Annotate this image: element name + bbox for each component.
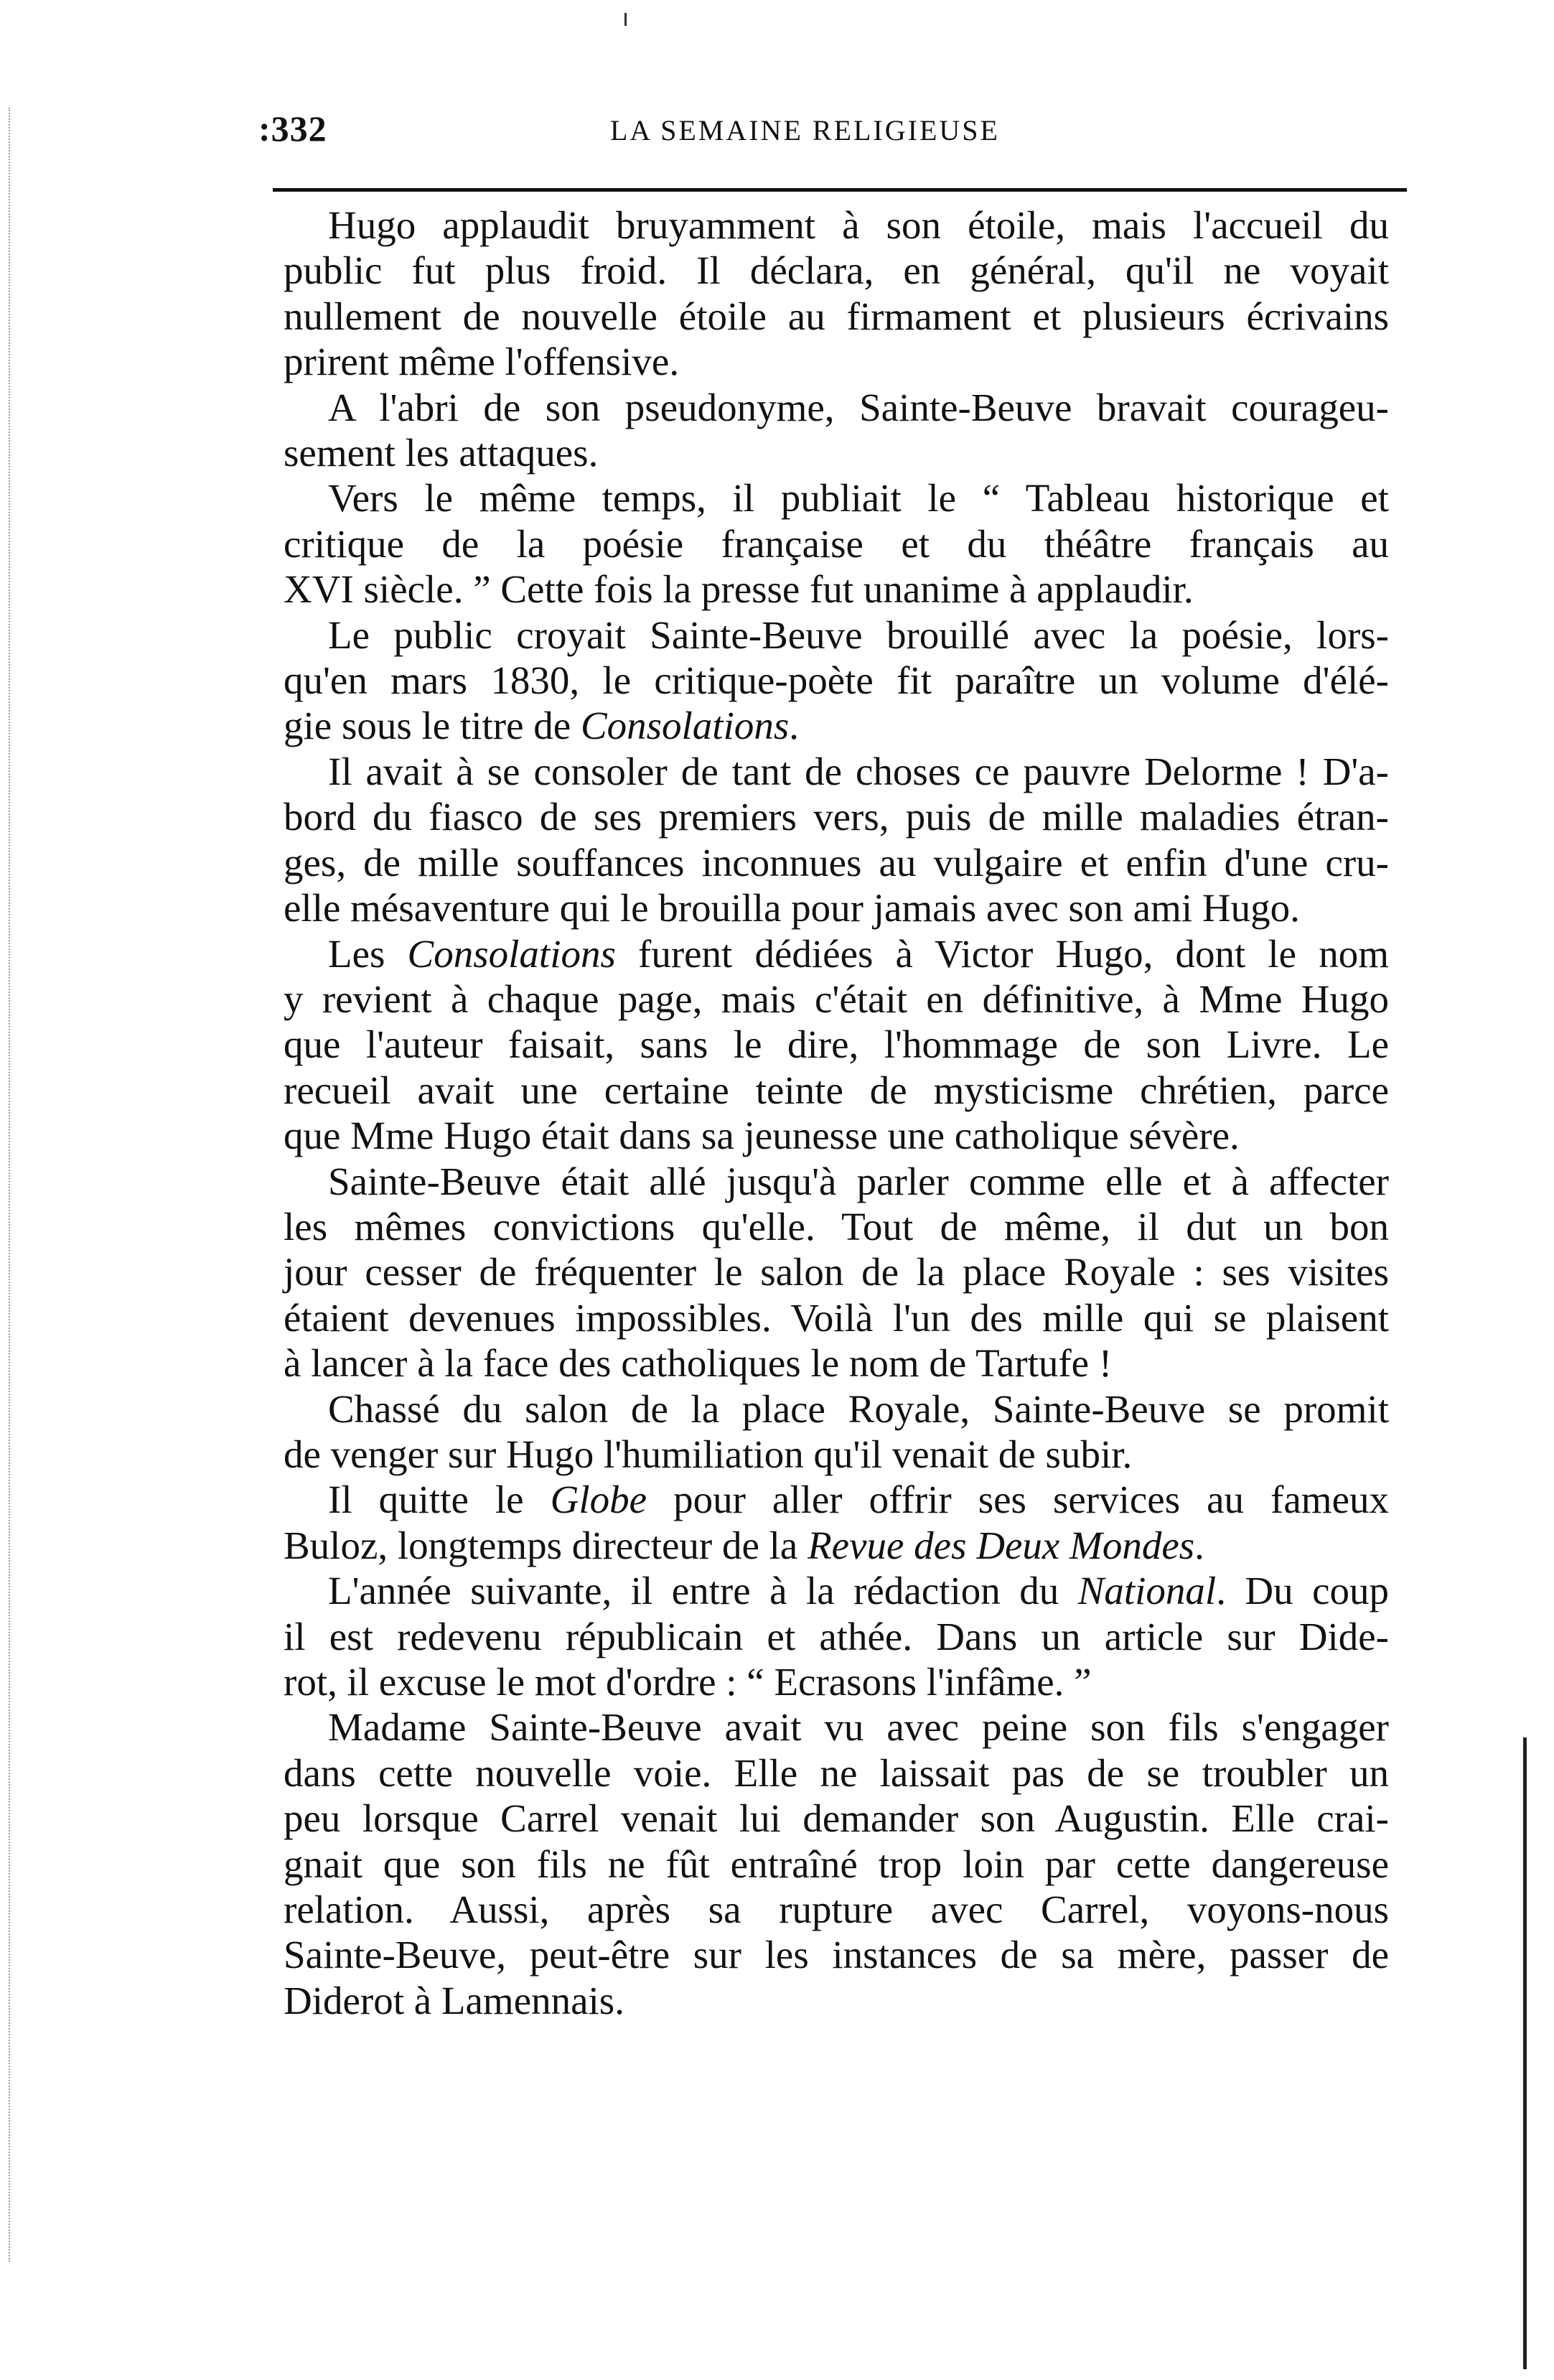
text-line: ges, de mille souffances inconnues au vulgaire et enfin d'une cru- — [284, 840, 1389, 885]
paragraph — [284, 385, 1389, 476]
running-title: LA SEMAINE RELIGIEUSE — [610, 114, 1000, 146]
paragraph — [284, 202, 1389, 385]
text-line: Madame Sainte-Beuve avait vu avec peine son fils s'engager — [328, 1705, 1389, 1750]
text-line: Chassé du salon de la place Royale, Sainte-Beuve se promit — [328, 1386, 1389, 1431]
text-line: de venger sur Hugo l'humiliation qu'il venait de subir. — [284, 1432, 1133, 1476]
text-line: jour cesser de fréquenter le salon de la place Royale : ses visites — [284, 1250, 1389, 1294]
paragraph — [284, 1568, 1389, 1704]
text-line: Buloz, longtemps directeur de la Revue des Deux Mondes. — [284, 1523, 1204, 1567]
text-line: y revient à chaque page, mais c'était en définitive, à Mme Hugo — [284, 976, 1389, 1021]
text-line: qu'en mars 1830, le critique-poète fit paraître un volume d'élé- — [284, 658, 1389, 703]
page-number: :332 — [258, 108, 327, 149]
paragraph — [284, 1704, 1389, 2023]
text-line: que Mme Hugo était dans sa jeunesse une catholique sévère. — [284, 1114, 1240, 1158]
text-line: Sainte-Beuve était allé jusqu'à parler comme elle et à affecter — [328, 1159, 1389, 1203]
text-line: recueil avait une certaine teinte de mysticisme chrétien, parce — [284, 1068, 1389, 1112]
text-line: il est redevenu républicain et athée. Dans un article sur Dide- — [284, 1614, 1389, 1658]
text-line: Hugo applaudit bruyamment à son étoile, mais l'accueil du — [328, 203, 1389, 247]
text-line: Il avait à se consoler de tant de choses ce pauvre Delorme ! D'a- — [328, 749, 1389, 793]
scan-mark — [624, 13, 627, 26]
paragraph — [284, 931, 1389, 1159]
text-line: dans cette nouvelle voie. Elle ne laissait pas de se troubler un — [284, 1750, 1389, 1795]
text-line: Sainte-Beuve, peut-être sur les instances de sa mère, passer de — [284, 1933, 1389, 1977]
text-line: étaient devenues impossibles. Voilà l'un des mille qui se plaisent — [284, 1295, 1389, 1340]
text-line: que l'auteur faisait, sans le dire, l'hommage de son Livre. Le — [284, 1022, 1389, 1067]
text-line: relation. Aussi, après sa rupture avec Carrel, voyons-nous — [284, 1887, 1389, 1932]
text-line: A l'abri de son pseudonyme, Sainte-Beuve bravait courageu- — [328, 385, 1389, 429]
paragraph — [284, 475, 1389, 612]
text-line: sement les attaques. — [284, 431, 599, 475]
text-line: gie sous le titre de Consolations. — [284, 704, 800, 748]
text-line: L'année suivante, il entre à la rédaction du National. Du coup — [328, 1569, 1389, 1613]
text-line: nullement de nouvelle étoile au firmament et plusieurs écrivains — [284, 294, 1389, 338]
body-text — [284, 202, 1389, 2023]
text-line: les mêmes convictions qu'elle. Tout de même, il dut un bon — [284, 1204, 1389, 1249]
text-line: critique de la poésie française et du théâtre français au — [284, 521, 1389, 566]
paragraph — [284, 749, 1389, 931]
text-line: XVI siècle. ” Cette fois la presse fut unanime à applaudir. — [284, 567, 1194, 612]
paragraph — [284, 1159, 1389, 1386]
text-line: Diderot à Lamennais. — [284, 1978, 624, 2022]
text-line: peu lorsque Carrel venait lui demander son Augustin. Elle crai- — [284, 1796, 1389, 1841]
text-line: bord du fiasco de ses premiers vers, puis de mille maladies étran- — [284, 795, 1389, 839]
text-line: public fut plus froid. Il déclara, en général, qu'il ne voyait — [284, 248, 1389, 293]
scan-edge-line — [1523, 1737, 1527, 2369]
text-line: à lancer à la face des catholiques le nom de Tartufe ! — [284, 1341, 1113, 1386]
paragraph — [284, 612, 1389, 749]
text-line: elle mésaventure qui le brouilla pour jamais avec son ami Hugo. — [284, 886, 1300, 930]
page-header — [258, 108, 1385, 165]
text-line: gnait que son fils ne fût entraîné trop loin par cette dangereuse — [284, 1842, 1389, 1886]
text-line: prirent même l'offensive. — [284, 340, 680, 384]
text-line: rot, il excuse le mot d'ordre : “ Ecrasons l'infâme. ” — [284, 1660, 1092, 1704]
text-line: Il quitte le Globe pour aller offrir ses services au fameux — [328, 1478, 1389, 1522]
text-line: Le public croyait Sainte-Beuve brouillé avec la poésie, lors- — [328, 612, 1389, 657]
paragraph — [284, 1477, 1389, 1568]
paragraph — [284, 1386, 1389, 1478]
scan-margin-dots — [9, 108, 14, 2262]
text-line: Vers le même temps, il publiait le “ Tableau historique et — [328, 476, 1389, 521]
text-line: Les Consolations furent dédiées à Victor Hugo, dont le nom — [328, 931, 1389, 976]
header-rule — [273, 188, 1407, 192]
